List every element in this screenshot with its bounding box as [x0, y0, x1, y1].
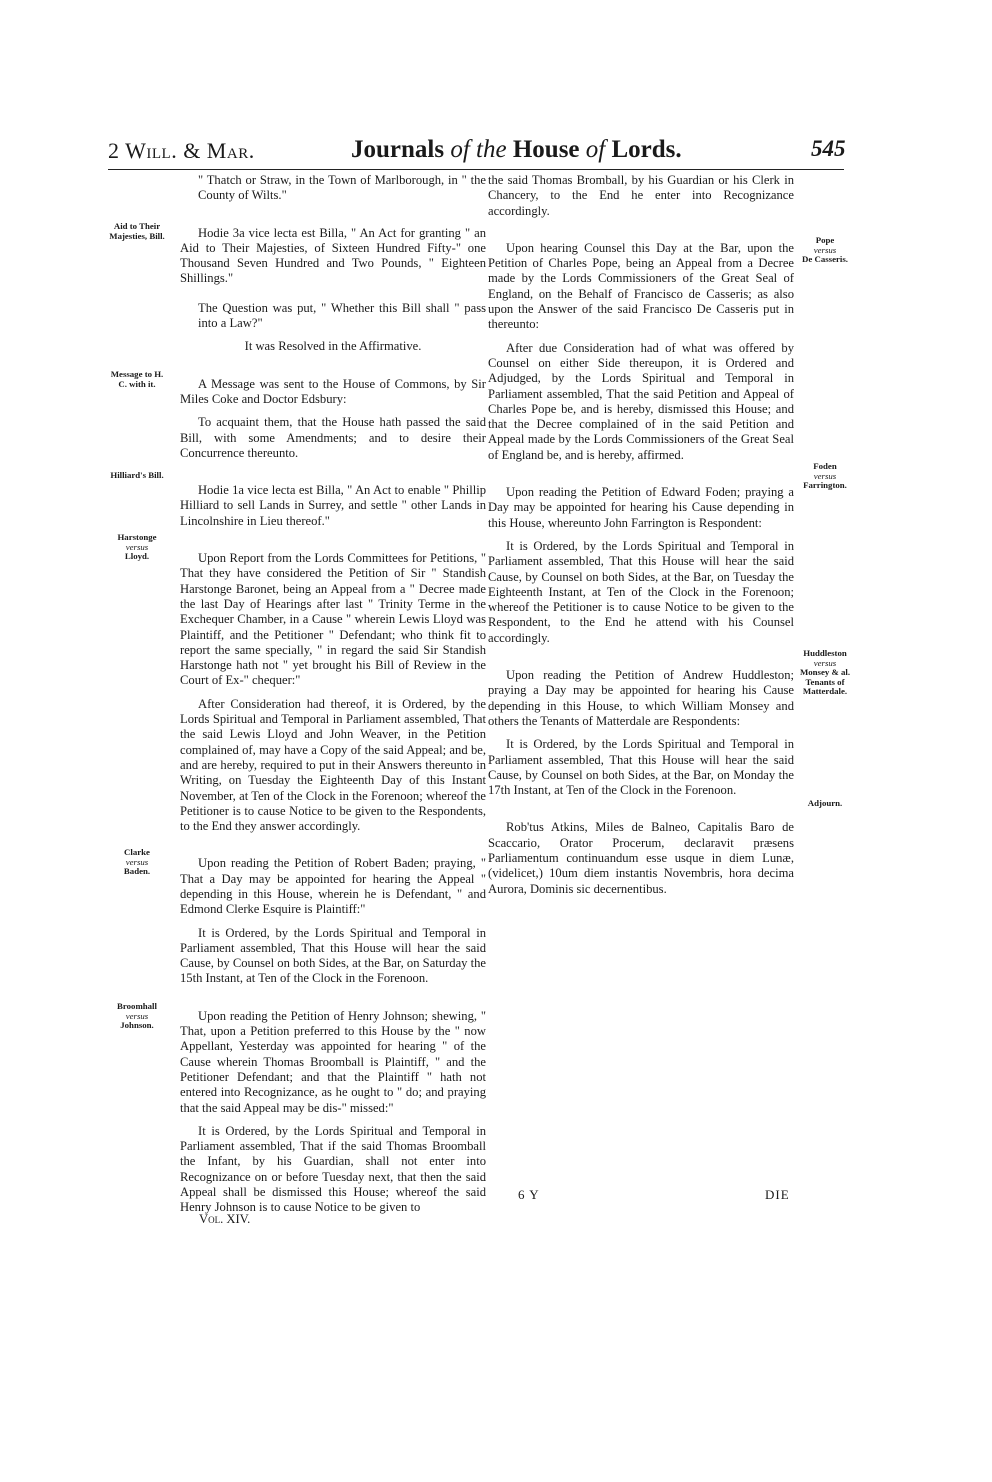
left-paragraph-7: Upon Report from the Lords Committees for Petitions, " That they have considered the Petition of Sir " Standish Harstonge Baronet, being an Appeal from a " Decree made the last Day of Hearings after last " Trinity Terme in the Exchequer Chamber, in a Cause " wherein Lewis Lloyd was Plaintiff, and the Petitioner " Defendant; who think fit to report the same specially, " in regard the said Sir Standish Harstonge hath not " yet brought his Bill of Review in the Court of Ex-" chequer:": [180, 551, 486, 688]
volume-label: Vol. XIV.: [199, 1212, 251, 1226]
right-paragraph-5: Upon reading the Petition of Andrew Huddleston; praying a Day may be appointed for hearing his Cause depending in this House, to which William Monsey and others the Tenants of Matterdale are Respondents:: [488, 668, 794, 728]
margin-note-harstonge: Harstonge versus Lloyd.: [117, 532, 157, 561]
signature-mark: 6 Y: [518, 1187, 540, 1202]
right-paragraph-2: After due Consideration had of what was offered by Counsel on either Side thereupon, it is Ordered and Adjudged, by the Lords Spiritual and Temporal in Parliament assembled, That the said Petition and Appeal of Charles Pope be, and is hereby, dismissed this House; and that the Decree complained of in the said Petition and Appeal made by the Lords Commissioners of the Great Seal of England be, and is hereby, affirmed.: [488, 340, 794, 462]
journal-title: Journals of the House of Lords.: [351, 136, 682, 163]
right-paragraph-0: the said Thomas Bromball, by his Guardian or his Clerk in Chancery, to the End he enter into Recognizance accordingly.: [488, 173, 794, 218]
margin-note-clarke: Clarke versus Baden.: [123, 847, 151, 876]
left-paragraph-0: " Thatch or Straw, in the Town of Marlborough, in " the County of Wilts.": [198, 173, 486, 203]
margin-note-broomhall: Broomhall versus Johnson.: [117, 1001, 157, 1030]
left-paragraph-8: After Consideration had thereof, it is Ordered, by the Lords Spiritual and Temporal in Parliament assembled, That the said Lewis Lloyd and John Weaver, in the Petition complained of, may have a Copy of the said Appeal; and be, and are hereby, required to put in their Answers thereunto in Writing, on Tuesday the Eighteenth Day of this Instant November, at Ten of the Clock in the Forenoon; whereof the Petitioner is to cause Notice to be given to the Respondents, to the End they answer accordingly.: [180, 696, 486, 834]
running-header: [108, 138, 853, 168]
right-paragraph-6: It is Ordered, by the Lords Spiritual and Temporal in Parliament assembled, That this House will hear the said Cause, by Counsel on both Sides, at the Bar, on Monday the 17th Instant, at Ten of the Clock in the Forenoon.: [488, 737, 794, 798]
left-paragraph-9: Upon reading the Petition of Robert Baden; praying, " That a Day may be appointed for hearing the Appeal " depending in this House, wherein he is Defendant, " and Edmond Clerke Esquire is Plaintiff:": [180, 856, 486, 917]
margin-note-aid: Aid to Their Majesties, Bill.: [109, 221, 165, 241]
left-paragraph-11: Upon reading the Petition of Henry Johnson; shewing, " That, upon a Petition preferred to this House by the " now Appellant, Yesterday was appointed for hearing " of the Cause wherein Thomas Broomball is Plaintiff, " and the Petitioner Defendant; and that the Plaintiff " hath not entered into Recognizance, as he ought to " do; and praying that the said Appeal may be dis-" missed:": [180, 1008, 486, 1115]
right-paragraph-3: Upon reading the Petition of Edward Foden; praying a Day may be appointed for hearing his Cause depending in this House, whereunto John Farrington is Respondent:: [488, 485, 794, 530]
left-paragraph-12: It is Ordered, by the Lords Spiritual and Temporal in Parliament assembled, That if the said Thomas Broomball the Infant, by his Guardian, shall not enter into Recognizance on or before Tuesday next, that then the said Appeal shall be dismissed this House; whereof the said Henry Johnson is to cause Notice to be given to: [180, 1123, 486, 1215]
right-paragraph-7: Rob'tus Atkins, Miles de Balneo, Capitalis Baro de Scaccario, Orator Procerum, declaravit præsens Parliamentum continuandum esse usque in diem Lunæ, (videlicet,) 10um diem instantis Novembris, hora decima Aurora, Dominis sic decernentibus.: [488, 820, 794, 896]
right-column: [488, 173, 794, 897]
left-paragraph-6: Hodie 1a vice lecta est Billa, " An Act to enable " Phillip Hilliard to sell Lands in Surrey, and settle " other Lands in Lincolnshire in Lieu thereof.": [180, 483, 486, 528]
left-paragraph-3: It was Resolved in the Affirmative.: [244, 339, 422, 354]
margin-note-hilliard: Hilliard's Bill.: [110, 470, 164, 480]
right-paragraph-4: It is Ordered, by the Lords Spiritual and Temporal in Parliament assembled, That this House will hear the said Cause, by Counsel on both Sides, at the Bar, on Tuesday the Eighteenth Instant, at Ten of the Clock in the Forenoon; whereof the Petitioner is to cause Notice to be given to the Respondent, to the End he attend with his Counsel accordingly.: [488, 538, 794, 645]
left-paragraph-1: Hodie 3a vice lecta est Billa, " An Act for granting " an Aid to Their Majesties, of Sixteen Hundred Fifty-" one Thousand Seven Hundred and Two Pounds, " Eighteen Shillings.": [180, 225, 486, 286]
margin-note-foden: Foden versus Farrington.: [803, 461, 847, 490]
margin-note-pope: Pope versus De Casseris.: [802, 235, 848, 264]
left-paragraph-5: To acquaint them, that the House hath passed the said Bill, with some Amendments; and to desire their Concurrence thereunto.: [180, 415, 486, 460]
left-paragraph-4: A Message was sent to the House of Commons, by Sir Miles Coke and Doctor Edsbury:: [180, 376, 486, 406]
margin-note-adjourn: Adjourn.: [807, 798, 843, 808]
header-rule: [108, 169, 844, 170]
right-paragraph-1: Upon hearing Counsel this Day at the Bar, upon the Petition of Charles Pope, being an Appeal from a Decree made by the Lords Commissioners of the Great Seal of England, on the Behalf of Francisco de Casseris; as also upon the Answer of the said Francisco De Casseris put in thereunto:: [488, 240, 794, 332]
margin-note-message: Message to H. C. with it.: [110, 369, 164, 389]
left-paragraph-10: It is Ordered, by the Lords Spiritual and Temporal in Parliament assembled, That this House will hear the said Cause, by Counsel on both Sides, at the Bar, on Saturday the 15th Instant, at Ten of the Clock in the Forenoon.: [180, 925, 486, 986]
regnal-year: 2 Will. & Mar.: [108, 138, 255, 163]
left-column: [180, 173, 486, 1216]
page-number: 545: [811, 136, 846, 161]
catchword: DIE: [765, 1187, 790, 1202]
left-paragraph-2: The Question was put, " Whether this Bill shall " pass into a Law?": [198, 300, 486, 331]
margin-note-huddleston: Huddleston versus Monsey & al. Tenants of Matterdale.: [799, 648, 851, 696]
